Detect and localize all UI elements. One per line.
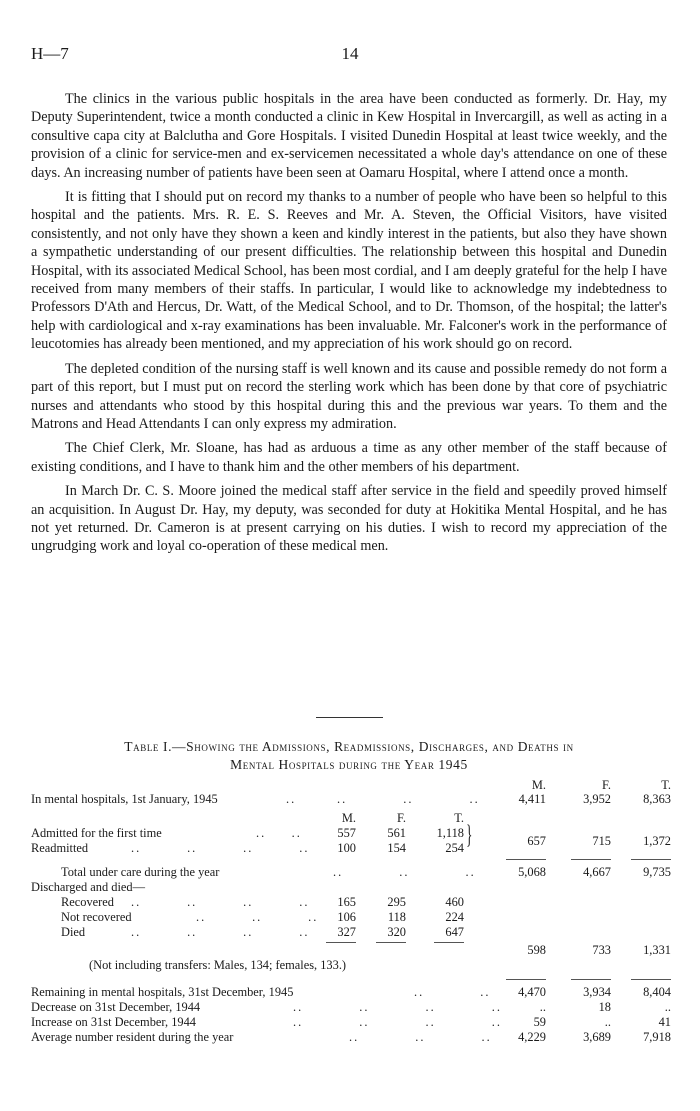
row-label: Admitted for the first time: [31, 826, 162, 840]
table-note: [31, 958, 667, 972]
value-t: 1,372: [643, 834, 671, 848]
rule: [571, 859, 611, 860]
document-code: H—7: [31, 44, 69, 63]
leader-dots: .. .. .. ..: [293, 1015, 503, 1029]
col-head-m: M.: [531, 778, 546, 792]
value-f: 561: [387, 826, 406, 840]
value-t: 1,118: [436, 826, 464, 840]
leader-dots: .. .. .. ..: [131, 925, 310, 939]
value-m: 5,068: [518, 865, 546, 879]
row-label: Average number resident during the year: [31, 1030, 234, 1044]
value-m: 327: [337, 925, 356, 939]
page-header: [31, 44, 669, 66]
table-row: [31, 925, 667, 939]
rule: [631, 979, 671, 980]
table-row: [31, 985, 671, 999]
value-f: 18: [598, 1000, 611, 1014]
report-body: [31, 90, 667, 562]
rule: [506, 979, 546, 980]
leader-dots: .. .. .. ..: [286, 792, 480, 806]
rule: [571, 979, 611, 980]
row-label: Recovered: [61, 895, 114, 909]
col-head-m: M.: [341, 811, 356, 825]
row-label: Remaining in mental hospitals, 31st December, 1945: [31, 985, 294, 999]
table-title-line-2: Mental Hospitals during the Year 1945: [230, 757, 468, 772]
table-title-line-1: Table I.—Showing the Admissions, Readmissions, Discharges, and Deaths in: [124, 739, 574, 754]
paragraph-thanks: It is fitting that I should put on record my thanks to a number of people who have been so helpful to this hospital and the patients. Mrs. R. E. S. Reeves and Mr. A. Steven, the Official Visitors, have visited consistently, and not only have they shown a keen and kindly interest in the patients, but also they have shown a sympathetic understanding of our present difficulties. The relationship between this hospital and Dunedin Hospital, with its associated Medical School, has been most cordial, and I am deeply grateful for the help I have received from many members of their staffs. In particular, I would like to acknowledge my indebtedness to Professors D'Ath and Hercus, Dr. Watt, of the Medical School, and to Dr. Thomson, of the hospital; the latter's help with cardiological and x-ray examinations has been invaluable. Mr. Falconer's work in the performance of leucotomies has already been mentioned, and my appreciation of his work should go on record.: [31, 189, 667, 353]
value-f: 118: [387, 910, 406, 924]
value-m: 4,470: [518, 985, 546, 999]
leader-dots: .. .. .. ..: [293, 1000, 503, 1014]
value-f: 3,689: [583, 1030, 611, 1044]
leader-dots: .. ..: [256, 826, 302, 840]
value-m: 557: [337, 826, 356, 840]
table-row: [31, 1015, 671, 1029]
paragraph-nursing-staff: The depleted condition of the nursing staff is well known and its cause and possible remedy do not form a part of this report, but I must put on record the sterling work which has been done by that core of psychiatric nurses and attendants who stood by this hospital during this and the previous war years. To them and the Matrons and Head Attendants I can only express my admiration.: [31, 360, 667, 432]
value-f: 3,952: [583, 792, 611, 806]
table-title: [31, 738, 667, 774]
value-t: 1,331: [643, 943, 671, 957]
table-subheading: [31, 880, 667, 894]
value-m: 59: [533, 1015, 546, 1029]
value-f: 4,667: [583, 865, 611, 879]
table-header-row-inner: [31, 811, 667, 825]
table-row: [31, 865, 671, 879]
rule: [631, 859, 671, 860]
value-t: 224: [445, 910, 464, 924]
row-label: Discharged and died—: [31, 880, 146, 894]
paragraph-clinics: The clinics in the various public hospitals in the area have been conducted as formerly. Dr. Hay, my Deputy Superintendent, twice a month conducted a clinic in Kew Hospital in Invercargill, as well as acting in a consultive capa city at Balclutha and Gore Hospitals. I visited Dunedin Hospital at least twice weekly, and the provision of a clinic for service-men and ex-servicemen necessitated a whole day's attendance on one of these days. An increasing number of patients have been seen at Oamaru Hospital, where I attend once a month.: [31, 91, 667, 181]
table-row-admit-totals: [31, 834, 671, 848]
row-label: In mental hospitals, 1st January, 1945: [31, 792, 218, 806]
section-divider: [316, 717, 383, 718]
transfers-note: (Not including transfers: Males, 134; females, 133.): [89, 958, 347, 972]
table-row: [31, 1030, 671, 1044]
row-label: Readmitted: [31, 841, 89, 855]
col-head-t: T.: [661, 778, 671, 792]
paragraph-chief-clerk: The Chief Clerk, Mr. Sloane, has had as arduous a time as any other member of the staff because of existing conditions, and I have to thank him and the other members of his department.: [31, 440, 667, 475]
table-row-discharge-totals: [31, 943, 671, 957]
table-row: [31, 910, 667, 924]
brace: }: [466, 820, 473, 849]
value-m: 100: [337, 841, 356, 855]
col-head-f: F.: [602, 778, 611, 792]
value-m: 4,229: [518, 1030, 546, 1044]
value-t: 7,918: [643, 1030, 671, 1044]
value-f: 295: [387, 895, 406, 909]
leader-dots: .. .. ..: [333, 865, 476, 879]
col-head-f: F.: [397, 811, 406, 825]
value-f: 715: [592, 834, 611, 848]
table-row: [31, 895, 667, 909]
col-head-t: T.: [454, 811, 464, 825]
value-f: 320: [387, 925, 406, 939]
table-header-row-outer: [31, 778, 671, 792]
value-f: ..: [604, 1015, 611, 1029]
value-m: 4,411: [518, 792, 546, 806]
value-m: 165: [337, 895, 356, 909]
row-label: Decrease on 31st December, 1944: [31, 1000, 201, 1014]
leader-dots: .. ..: [414, 985, 491, 999]
value-m: 657: [527, 834, 546, 848]
value-t: 254: [445, 841, 464, 855]
value-t: ..: [664, 1000, 671, 1014]
value-m: 106: [337, 910, 356, 924]
value-f: 154: [387, 841, 406, 855]
value-t: 647: [445, 925, 464, 939]
page-number: 14: [341, 44, 359, 63]
row-label: Total under care during the year: [61, 865, 220, 879]
leader-dots: .. .. ..: [349, 1030, 492, 1044]
value-t: 460: [445, 895, 464, 909]
value-f: 3,934: [583, 985, 611, 999]
rule: [506, 859, 546, 860]
value-t: 9,735: [643, 865, 671, 879]
paragraph-medical-staff: In March Dr. C. S. Moore joined the medical staff after service in the field and speedily proved himself an acquisition. In August Dr. Hay, my deputy, was seconded for duty at Hokitika Mental Hospital, and he has not yet returned. Dr. Cameron is at present carrying on his duties. I wish to record my appreciation of the ungrudging work and loyal co-operation of these medical men.: [31, 483, 667, 555]
value-m: ..: [539, 1000, 546, 1014]
value-t: 8,363: [643, 792, 671, 806]
leader-dots: .. .. ..: [196, 910, 319, 924]
leader-dots: .. .. .. ..: [131, 895, 310, 909]
value-t: 41: [658, 1015, 671, 1029]
row-label: Died: [61, 925, 86, 939]
value-f: 733: [592, 943, 611, 957]
row-label: Increase on 31st December, 1944: [31, 1015, 196, 1029]
table-row: [31, 1000, 671, 1014]
row-label: Not recovered: [61, 910, 132, 924]
table-row: [31, 792, 671, 806]
value-t: 8,404: [643, 985, 671, 999]
value-m: 598: [527, 943, 546, 957]
leader-dots: .. .. .. ..: [131, 841, 310, 855]
